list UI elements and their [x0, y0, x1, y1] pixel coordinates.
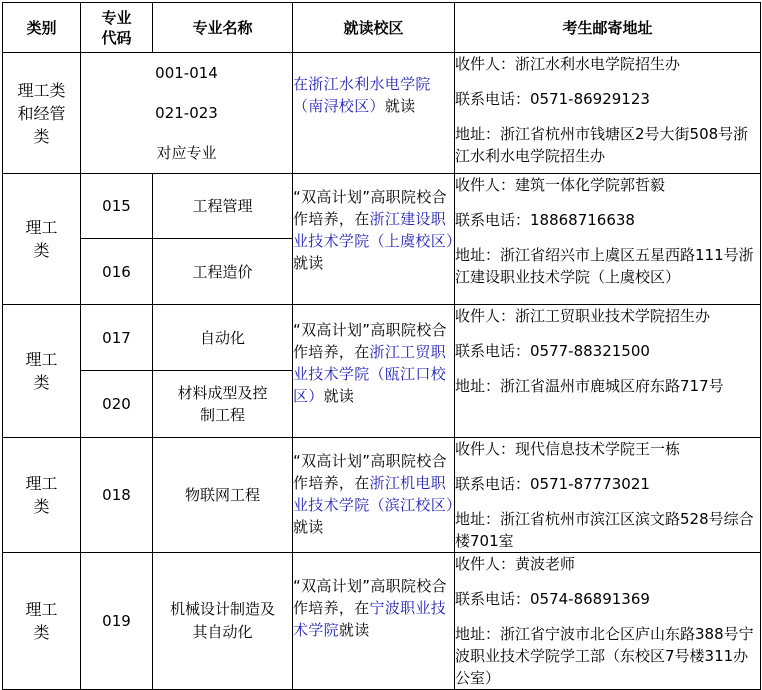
major-name: 工程管理 — [153, 174, 293, 239]
mailing-address: 地址：浙江省杭州市钱塘区2号大街508号浙江水利水电学院招生办 — [455, 125, 749, 165]
header-major: 专业名称 — [153, 3, 293, 53]
phone: 联系电话：0571-86929123 — [455, 90, 650, 108]
category-text: 理工类 — [25, 218, 58, 260]
phone: 联系电话：0571-87773021 — [455, 475, 650, 493]
major-name: 材料成型及控制工程 — [153, 371, 293, 438]
category-cell — [3, 438, 81, 553]
campus-school: 宁波职业技术学院 — [293, 599, 447, 639]
major-code: 019 — [81, 553, 153, 690]
phone: 联系电话：0577-88321500 — [455, 342, 650, 360]
campus-school: 浙江机电职业技术学院（滨江校区） — [293, 474, 462, 514]
campus-post: 就读 — [323, 387, 355, 405]
campus-cell — [293, 53, 455, 174]
category-text: 理工类 — [25, 600, 58, 642]
address-cell — [455, 53, 761, 174]
campus-post: 就读 — [338, 621, 370, 639]
mailing-address: 地址：浙江省杭州市滨江区滨文路528号综合楼701室 — [455, 510, 754, 550]
recipient: 收件人：浙江水利水电学院招生办 — [455, 55, 681, 73]
campus-post: 就读 — [384, 97, 416, 115]
campus-cell — [293, 438, 462, 553]
major-name: 自动化 — [153, 305, 293, 371]
campus-pre: “双高计划”高职院校合作培养，在 — [293, 452, 447, 492]
campus-pre: “双高计划”高职院校合作培养，在 — [293, 321, 447, 361]
header-code — [81, 3, 153, 53]
address-cell — [455, 305, 761, 438]
header-code-line1: 专业 — [101, 8, 132, 27]
category-cell — [3, 553, 81, 690]
campus-pre: “双高计划”高职院校合作培养，在 — [293, 577, 447, 617]
category-cell — [3, 174, 81, 305]
campus-school: 浙江建设职业技术学院（上虞校区） — [293, 210, 462, 250]
header-address: 考生邮寄地址 — [455, 3, 761, 53]
category-cell — [3, 53, 81, 174]
table-row — [3, 305, 761, 371]
campus-post: 就读 — [293, 518, 324, 536]
campus-school: 在浙江水利水电学院（南浔校区） — [293, 75, 431, 115]
campus-cell — [293, 305, 455, 438]
category-cell — [3, 305, 81, 438]
mailing-address: 地址：浙江省温州市鹿城区府东路717号 — [455, 377, 724, 395]
code-range-1: 001-014 — [155, 64, 218, 82]
campus-post: 就读 — [293, 254, 324, 272]
header-row — [3, 3, 761, 53]
major-code: 015 — [81, 174, 153, 239]
phone: 联系电话：18868716638 — [455, 211, 635, 229]
campus-school: 浙江工贸职业技术学院（瓯江口校区） — [293, 343, 447, 405]
address-cell — [455, 438, 761, 553]
major-code: 016 — [81, 239, 153, 305]
code-cell — [81, 53, 293, 174]
address-cell — [455, 553, 761, 690]
campus-pre: “双高计划”高职院校合作培养，在 — [293, 188, 447, 228]
mailing-address: 地址：浙江省绍兴市上虞区五星西路111号浙江建设职业技术学院（上虞校区） — [455, 246, 754, 286]
recipient: 收件人：建筑一体化学院郭哲毅 — [455, 176, 666, 194]
admissions-table — [2, 2, 761, 690]
header-campus: 就读校区 — [293, 3, 455, 53]
major-code: 017 — [81, 305, 153, 371]
table-row — [3, 553, 761, 690]
header-code-line2: 代码 — [101, 28, 132, 47]
table-row — [3, 438, 761, 553]
code-note: 对应专业 — [156, 144, 217, 162]
recipient: 收件人：浙江工贸职业技术学院招生办 — [455, 307, 711, 325]
category-text: 理工类和经管类 — [17, 80, 66, 146]
header-category: 类别 — [3, 3, 81, 53]
major-code: 018 — [81, 438, 153, 553]
campus-cell — [293, 174, 462, 305]
phone: 联系电话：0574-86891369 — [455, 590, 650, 608]
code-range-2: 021-023 — [155, 104, 218, 122]
recipient: 收件人：黄波老师 — [455, 555, 576, 573]
table-row — [3, 53, 761, 174]
table-row — [3, 174, 761, 239]
mailing-address: 地址：浙江省宁波市北仑区庐山东路388号宁波职业技术学院学工部（东校区7号楼311办公室） — [455, 625, 754, 687]
major-name: 机械设计制造及其自动化 — [153, 553, 293, 690]
major-name: 工程造价 — [153, 239, 293, 305]
address-cell — [455, 174, 761, 305]
campus-cell — [293, 553, 455, 690]
category-text: 理工类 — [25, 350, 58, 392]
category-text: 理工类 — [25, 474, 58, 516]
major-code: 020 — [81, 371, 153, 438]
major-name: 物联网工程 — [153, 438, 293, 553]
recipient: 收件人：现代信息技术学院王一栋 — [455, 440, 681, 458]
